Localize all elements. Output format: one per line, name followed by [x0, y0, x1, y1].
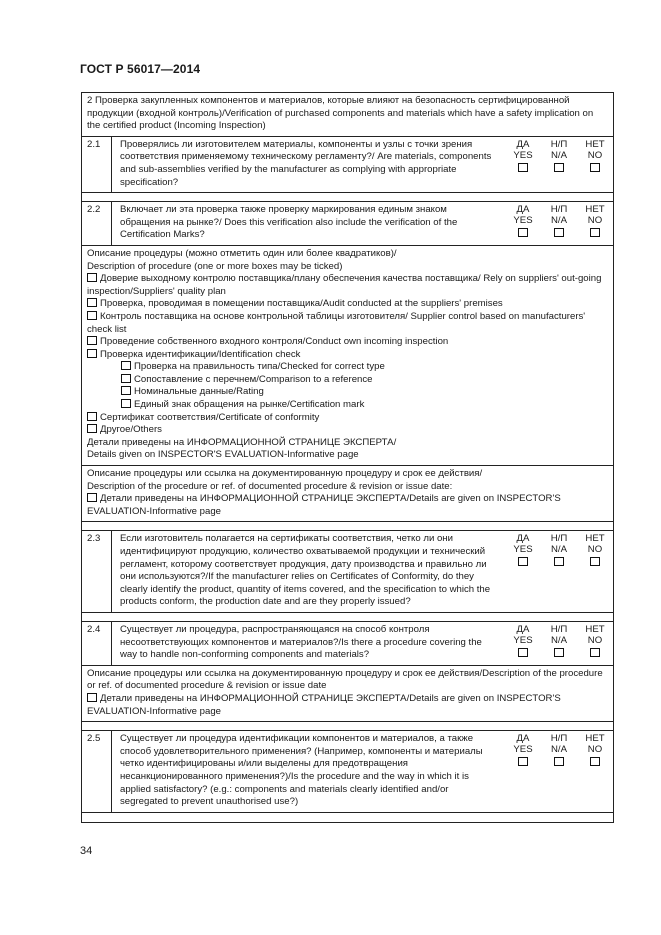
no-label-en: NO	[587, 744, 603, 756]
reference-line-ru: Описание процедуры или ссылка на документированную процедуру и срок ее действия/	[87, 468, 483, 480]
question-number: 2.2	[82, 202, 112, 245]
procedure-option-checkbox[interactable]	[87, 349, 97, 358]
no-label-ru: НЕТ	[585, 204, 605, 216]
no-checkbox[interactable]	[590, 163, 600, 172]
answer-group	[505, 622, 613, 665]
question-number: 2.5	[82, 731, 112, 812]
spacer-row	[82, 192, 613, 201]
yes-checkbox[interactable]	[518, 757, 528, 766]
spacer-row	[82, 521, 613, 530]
procedure-option: Сертификат соответствия/Certificate of conformity	[87, 412, 609, 425]
details-option: Детали приведены на ИНФОРМАЦИОННОЙ СТРАНИЦЕ ЭКСПЕРТА/Details are given on INSPECTOR'S EVALUATION-Informative page	[87, 692, 561, 717]
yes-label-ru: ДА	[516, 733, 530, 745]
na-label-en: N/A	[551, 544, 567, 556]
yes-checkbox[interactable]	[518, 228, 528, 237]
procedure-option-checkbox[interactable]	[87, 311, 97, 320]
procedure-sub-option: Сопоставление с перечнем/Comparison to a reference	[87, 374, 609, 387]
question-row-2-4	[82, 621, 613, 665]
procedure-option: Проведение собственного входного контроля/Conduct own incoming inspection	[87, 336, 609, 349]
procedure-option-checkbox[interactable]	[87, 273, 97, 282]
question-row-2-3	[82, 530, 613, 612]
procedure-sub-option-checkbox[interactable]	[121, 399, 131, 408]
question-row-2-2	[82, 201, 613, 245]
procedure-reference-row	[82, 465, 613, 521]
no-label-en: NO	[587, 634, 603, 646]
procedure-heading-ru: Описание процедуры (можно отметить один или более квадратиков)/	[87, 247, 397, 259]
no-label-ru: НЕТ	[585, 138, 605, 150]
procedure-option: Доверие выходному контролю поставщика/плану обеспечения качества поставщика/ Rely on suppliers' out-going inspection/Suppliers' quality plan	[87, 273, 602, 297]
procedure-option: Другое/Others	[87, 424, 609, 437]
procedure-sub-option-checkbox[interactable]	[121, 361, 131, 370]
procedure-option-checkbox[interactable]	[87, 424, 97, 433]
na-checkbox[interactable]	[554, 557, 564, 566]
na-checkbox[interactable]	[554, 163, 564, 172]
question-text: Существует ли процедура, распространяющаяся на способ контроля несоответствующих компонентов и материалов?/Is there a procedure covering the way to handle non-conforming components and materials?	[120, 623, 482, 661]
no-label-en: NO	[587, 149, 603, 161]
na-label-en: N/A	[551, 744, 567, 756]
yes-checkbox[interactable]	[518, 163, 528, 172]
yes-checkbox[interactable]	[518, 557, 528, 566]
question-row-2-5	[82, 730, 613, 812]
answer-group	[505, 137, 613, 192]
yes-checkbox[interactable]	[518, 648, 528, 657]
no-label-ru: НЕТ	[585, 623, 605, 635]
procedure-sub-option: Проверка на правильность типа/Checked for correct type	[87, 361, 609, 374]
procedure-option-checkbox[interactable]	[87, 298, 97, 307]
yes-label-en: YES	[513, 215, 533, 227]
question-number: 2.1	[82, 137, 112, 192]
no-label-ru: НЕТ	[585, 533, 605, 545]
na-label-ru: Н/П	[550, 138, 568, 150]
yes-label-ru: ДА	[516, 533, 530, 545]
question-text: Если изготовитель полагается на сертификаты соответствия, четко ли они идентифицируют продукцию, количество охватываемой продукции и технический регламент, которому соответствует продукция, дату производства и правильно ли они используются?/If the manufacturer relies on Certificates of Conformity, do they clearly identify the product, quantity of items covered, and the specification to which the products conform, the production date and are they properly issued?	[120, 533, 491, 608]
yes-label-ru: ДА	[516, 204, 530, 216]
question-row-2-1	[82, 136, 613, 192]
document-header: ГОСТ Р 56017—2014	[80, 62, 201, 76]
procedure-description-row	[82, 245, 613, 465]
spacer-row	[82, 812, 613, 822]
na-label-ru: Н/П	[550, 204, 568, 216]
details-note-ru: Детали приведены на ИНФОРМАЦИОННОЙ СТРАНИЦЕ ЭКСПЕРТА/	[87, 436, 397, 448]
no-checkbox[interactable]	[590, 228, 600, 237]
na-label-en: N/A	[551, 634, 567, 646]
yes-label-en: YES	[513, 544, 533, 556]
na-label-ru: Н/П	[550, 733, 568, 745]
yes-label-en: YES	[513, 634, 533, 646]
na-label-ru: Н/П	[550, 623, 568, 635]
na-checkbox[interactable]	[554, 648, 564, 657]
no-label-en: NO	[587, 544, 603, 556]
section-title-row	[82, 93, 613, 136]
no-checkbox[interactable]	[590, 557, 600, 566]
procedure-option: Проверка идентификации/Identification check	[87, 349, 609, 362]
details-note-en: Details given on INSPECTOR'S EVALUATION-Informative page	[87, 449, 359, 461]
yes-label-ru: ДА	[516, 138, 530, 150]
answer-group	[505, 202, 613, 245]
details-checkbox[interactable]	[87, 693, 97, 702]
yes-label-ru: ДА	[516, 623, 530, 635]
yes-label-en: YES	[513, 744, 533, 756]
inspection-form-table	[81, 92, 614, 823]
procedure-option-checkbox[interactable]	[87, 336, 97, 345]
reference-text: Описание процедуры или ссылка на документированную процедуру и срок ее действия/Description of the procedure or ref. of documented procedure & revision or issue date	[87, 667, 603, 692]
yes-label-en: YES	[513, 149, 533, 161]
spacer-row	[82, 721, 613, 730]
details-checkbox[interactable]	[87, 493, 97, 502]
procedure-sub-option-checkbox[interactable]	[121, 386, 131, 395]
no-label-ru: НЕТ	[585, 733, 605, 745]
spacer-row	[82, 612, 613, 621]
answer-group	[505, 731, 613, 812]
question-text: Существует ли процедура идентификации компонентов и материалов, а также способ удовлетворительного применения? (Например, компоненты и материалы четко идентифицированы и/или выделены для предотвращения несанкционированного применения?)/Is the procedure and the way in which it is applied satisfactory? (e.g.: components and materials clearly identified and/or segregated to prevent unauthorised use?)	[120, 733, 483, 808]
procedure-heading-en: Description of procedure (one or more boxes may be ticked)	[87, 260, 343, 272]
procedure-reference-row	[82, 665, 613, 721]
na-checkbox[interactable]	[554, 228, 564, 237]
na-label-ru: Н/П	[550, 533, 568, 545]
procedure-sub-option-checkbox[interactable]	[121, 374, 131, 383]
question-text: Включает ли эта проверка также проверку маркирования единым знаком обращения на рынке?/ Does this verification also include the verification of the Certification Marks?	[120, 204, 458, 241]
section-title: 2 Проверка закупленных компонентов и материалов, которые влияют на безопасность сертифицированной продукции (входной контроль)/Verification of purchased components and materials which have a safety implication on the certified product (Incoming Inspection)	[87, 95, 594, 132]
na-label-en: N/A	[551, 215, 567, 227]
question-number: 2.4	[82, 622, 112, 665]
no-checkbox[interactable]	[590, 648, 600, 657]
procedure-sub-option: Номинальные данные/Rating	[87, 386, 609, 399]
procedure-option: Проверка, проводимая в помещении поставщика/Audit conducted at the suppliers' premises	[87, 298, 609, 311]
na-label-en: N/A	[551, 149, 567, 161]
details-option: Детали приведены на ИНФОРМАЦИОННОЙ СТРАНИЦЕ ЭКСПЕРТА/Details are given on INSPECTOR'S EVALUATION-Informative page	[87, 493, 561, 517]
no-label-en: NO	[587, 215, 603, 227]
question-number: 2.3	[82, 531, 112, 612]
na-checkbox[interactable]	[554, 757, 564, 766]
procedure-option: Контроль поставщика на основе контрольной таблицы изготовителя/ Supplier control based on manufacturers' check list	[87, 310, 586, 335]
page-number: 34	[80, 845, 93, 857]
reference-line-en: Description of the procedure or ref. of documented procedure & revision or issue date:	[87, 480, 453, 492]
procedure-option-checkbox[interactable]	[87, 412, 97, 421]
question-text: Проверялись ли изготовителем материалы, компоненты и узлы с точки зрения соответствия применяемому техническому регламенту?/ Are materials, components and sub-assemblies verified by the manufacturer as complying with appropriate specification?	[120, 138, 492, 188]
procedure-sub-option: Единый знак обращения на рынке/Certification mark	[87, 399, 609, 412]
no-checkbox[interactable]	[590, 757, 600, 766]
answer-group	[505, 531, 613, 612]
